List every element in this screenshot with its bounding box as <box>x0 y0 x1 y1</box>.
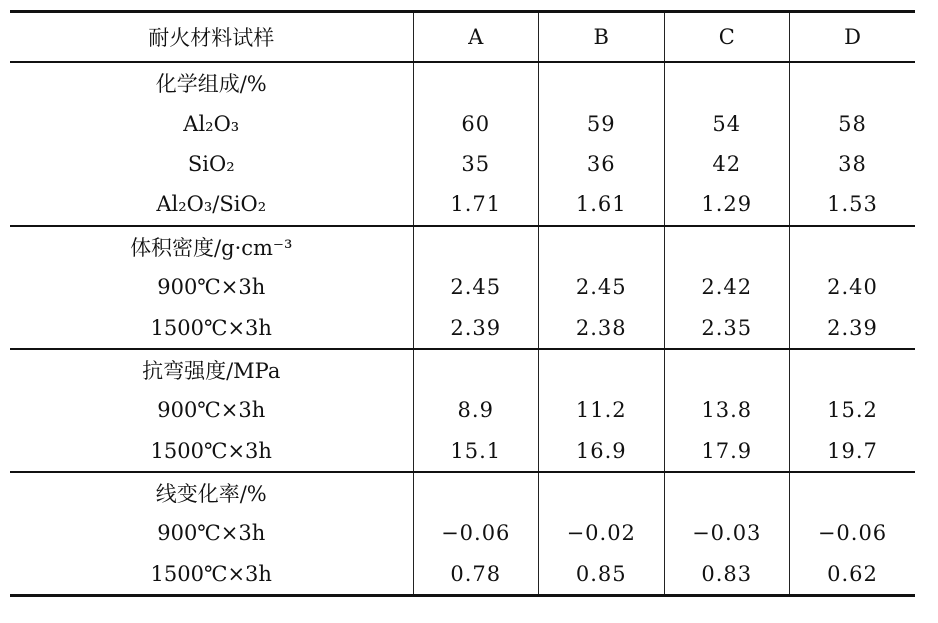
row-label: 1500℃×3h <box>10 554 413 596</box>
table-row <box>10 103 915 143</box>
empty-cell <box>413 62 539 103</box>
row-label: 900℃×3h <box>157 398 266 423</box>
empty-cell <box>664 349 790 390</box>
empty-cell <box>790 349 916 390</box>
refractory-properties-table-container <box>10 10 915 597</box>
table-row <box>10 267 915 307</box>
cell-value: −0.03 <box>664 513 790 553</box>
cell-value: 2.39 <box>790 307 916 348</box>
group-title-row <box>10 226 915 267</box>
cell-value: 19.7 <box>790 431 916 472</box>
cell-value: 35 <box>413 144 539 184</box>
row-label: SiO₂ <box>187 151 235 176</box>
empty-cell <box>790 226 916 267</box>
cell-value: 60 <box>413 103 539 143</box>
header-col-c: C <box>664 12 790 63</box>
empty-cell <box>664 226 790 267</box>
table-row <box>10 554 915 596</box>
table-row <box>10 307 915 348</box>
header-row <box>10 12 915 63</box>
empty-cell <box>413 349 539 390</box>
empty-cell <box>413 472 539 513</box>
cell-value: 38 <box>790 144 916 184</box>
cell-value: 13.8 <box>664 390 790 430</box>
group-title: 体积密度/g·cm⁻³ <box>10 226 413 267</box>
cell-value: 16.9 <box>539 431 665 472</box>
header-col-d: D <box>790 12 916 63</box>
group-title-row <box>10 349 915 390</box>
cell-value: 0.83 <box>664 554 790 596</box>
cell-value: 1.53 <box>790 184 916 225</box>
row-label: Al₂O₃/SiO₂ <box>156 192 267 217</box>
header-col-b: B <box>539 12 665 63</box>
row-label: 1500℃×3h <box>150 438 272 463</box>
cell-value: 42 <box>664 144 790 184</box>
cell-value: 2.40 <box>790 267 916 307</box>
empty-cell <box>790 472 916 513</box>
group-title: 抗弯强度/MPa <box>10 349 413 390</box>
empty-cell <box>790 62 916 103</box>
cell-value: 36 <box>539 144 665 184</box>
table-row <box>10 431 915 472</box>
empty-cell <box>664 62 790 103</box>
cell-value: 1.71 <box>413 184 539 225</box>
cell-value: 2.38 <box>539 307 665 348</box>
cell-value: 0.78 <box>413 554 539 596</box>
empty-cell <box>539 62 665 103</box>
cell-value: 8.9 <box>413 390 539 430</box>
group-title: 化学组成/% <box>155 72 267 97</box>
cell-value: 1.29 <box>664 184 790 225</box>
cell-value: 2.39 <box>413 307 539 348</box>
cell-value: 54 <box>664 103 790 143</box>
cell-value: −0.06 <box>790 513 916 553</box>
group-title-row <box>10 62 915 103</box>
cell-value: 11.2 <box>539 390 665 430</box>
cell-value: 58 <box>790 103 916 143</box>
cell-value: 1.61 <box>539 184 665 225</box>
cell-value: 2.42 <box>664 267 790 307</box>
cell-value: 0.62 <box>790 554 916 596</box>
row-label: 900℃×3h <box>157 275 266 300</box>
refractory-properties-table <box>10 10 915 597</box>
cell-value: 2.45 <box>539 267 665 307</box>
cell-value: 15.1 <box>413 431 539 472</box>
empty-cell <box>664 472 790 513</box>
table-row <box>10 144 915 184</box>
row-label: 1500℃×3h <box>150 315 272 340</box>
cell-value: −0.02 <box>539 513 665 553</box>
empty-cell <box>539 472 665 513</box>
header-col-a: A <box>413 12 539 63</box>
empty-cell <box>413 226 539 267</box>
cell-value: 2.35 <box>664 307 790 348</box>
cell-value: 0.85 <box>539 554 665 596</box>
group-title: 线变化率/% <box>10 472 413 513</box>
empty-cell <box>539 349 665 390</box>
cell-value: 15.2 <box>790 390 916 430</box>
header-row-label: 耐火材料试样 <box>10 12 413 63</box>
group-title-row <box>10 472 915 513</box>
row-label: 900℃×3h <box>157 521 266 546</box>
table-row <box>10 513 915 553</box>
empty-cell <box>539 226 665 267</box>
cell-value: 59 <box>539 103 665 143</box>
table-row <box>10 390 915 430</box>
cell-value: 17.9 <box>664 431 790 472</box>
table-row <box>10 184 915 225</box>
row-label: Al₂O₃ <box>183 111 240 136</box>
cell-value: −0.06 <box>413 513 539 553</box>
cell-value: 2.45 <box>413 267 539 307</box>
